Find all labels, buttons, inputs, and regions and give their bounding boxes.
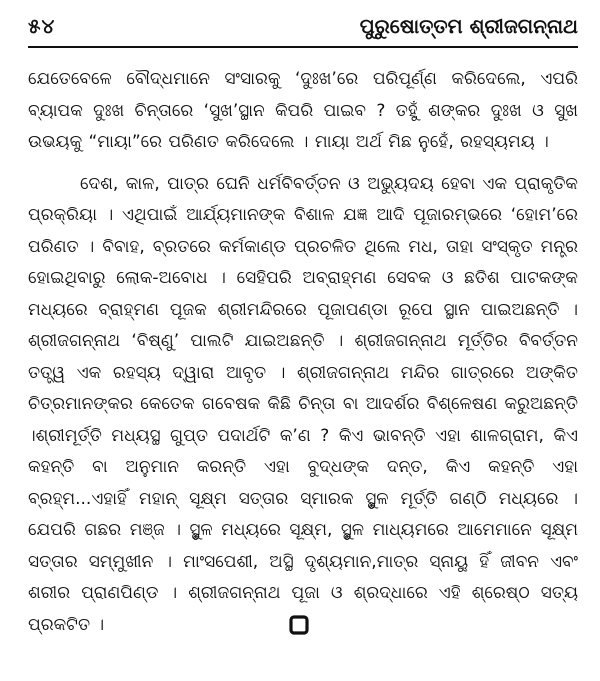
page-number: ୫୪: [28, 14, 56, 38]
paragraph-2: ଦେଶ, କାଳ, ପାତ୍ର ଘେନି ଧର୍ମବିବର୍ତ୍ତନ ଓ ଅଭ୍ୟୁଦୟ ହେବା ଏକ ପ୍ରାକୃତିକ ପ୍ରକ୍ରିୟା । ଏଥିପାଇଁ ଆର୍ଯ୍ୟମାନଙ୍କ ବିଶାଳ ଯଜ୍ଞ ଆଦି ପୂଜାରମ୍ଭରେ ‘ହୋମ’ରେ ପରିଣତ । ବିବାହ, ବ୍ରତରେ କର୍ମକାଣ୍ଡ ପ୍ରଚଳିତ ଥିଲେ ମଧ, ତାହା ସଂସ୍କୃତ ମନ୍ତ୍ର ହୋଇଥିବାରୁ ଲୋକ-ଅବୋଧ । ସେହିପରି ଅବ୍ରାହ୍ମଣ ସେବକ ଓ ଛତିଶ ପାଟକଙ୍କ ମଧ୍ୟରେ ବ୍ରାହ୍ମଣ ପୂଜକ ଶ୍ରୀମନ୍ଦିରରେ ପୂଜାପଣ୍ଡା ରୂପେ ସ୍ଥାନ ପାଇଅଛନ୍ତି । ଶ୍ରୀଜଗନ୍ନାଥ ‘ବିଷ୍ଣୁ’ ପାଲଟି ଯାଇଅଛନ୍ତି । ଶ୍ରୀଜଗନ୍ନାଥ ମୂର୍ତ୍ତିର ବିବର୍ତ୍ତନ ତତ୍ତ୍ୱ ଏକ ରହସ୍ୟ ଦ୍ୱାରା ଆବୃତ । ଶ୍ରୀଜଗନ୍ନାଥ ମନ୍ଦିର ଗାତ୍ରରେ ଅଙ୍କିତ ଚିତ୍ରମାନଙ୍କର କେତେକ ଗବେଷକ କିଛି ଚିନ୍ତା ବା ଆଦର୍ଶର ବିଶ୍ଳେଷଣ କରୁଅଛନ୍ତି ।ଶ୍ରୀମୂର୍ତ୍ତି ମଧ୍ୟସ୍ଥ ଗୁପ୍ତ ପଦାର୍ଥଟି କ’ଣ ? କିଏ ଭାବନ୍ତି ଏହା ଶାଳଗ୍ରାମ, କିଏ କହନ୍ତି ବା ଅନୁମାନ କରନ୍ତି ଏହା ବୁଦ୍ଧଙ୍କ ଦନ୍ତ, କିଏ କହନ୍ତି ଏହା ବ୍ରହ୍ମ...ଏହାହିଁ ମହାନ୍ ସୂକ୍ଷ୍ମ ସତ୍ତାର ସ୍ମାରକ ସ୍ଥୁଳ ମୂର୍ତ୍ତି ଗଣ୍ଠି ମଧ୍ୟରେ । ଯେପରି ଗଛର ମଞ୍ଜ । ସ୍ଥୁଳ ମଧ୍ୟରେ ସୂକ୍ଷ୍ମ, ସ୍ଥୁଳ ମାଧ୍ୟମରେ ଆମେମାନେ ସୂକ୍ଷ୍ମ ସତ୍ତାର ସମ୍ମୁଖୀନ । ମାଂସପେଶୀ, ଅସ୍ଥି ଦୃଶ୍ୟମାନ,ମାତ୍ର ସ୍ନାୟୁ ହିଁ ଜୀବନ ଏବଂ ଶରୀର ପ୍ରାଣପିଣ୍ଡ । ଶ୍ରୀଜଗନ୍ନାଥ ପୂଜା ଓ ଶ୍ରଦ୍ଧାରେ ଏହି ଶ୍ରେଷ୍ଠ ସତ୍ୟ ପ୍ରକଟିତ ।: [28, 173, 578, 635]
page-header: [28, 10, 578, 48]
paragraph-1: ଯେତେବେଳେ ବୌଦ୍ଧମାନେ ସଂସାରକୁ ‘ଦୁଃଖ’ରେ ପରିପୂର୍ଣ୍ଣ କରିଦେଲେ, ଏପରି ବ୍ୟାପକ ଦୁଃଖ ଚିନ୍ତାରେ ‘ସୁଖ’ସ୍ଥାନ କିପରି ପାଇବ ? ତହୁଁ ଶଙ୍କର ଦୁଃଖ ଓ ସୁଖ ଉଭୟକୁ “ମାୟା”ରେ ପରିଣତ କରିଦେଲେ । ମାୟା ଅର୍ଥ ମିଛ ନୁହେଁ, ରହସ୍ୟମୟ ।: [28, 69, 578, 152]
hollow-square-icon: [288, 614, 310, 636]
running-title: ପୁରୁଷୋତ୍ତମ ଶ୍ରୀଜଗନ୍ନାଥ: [359, 14, 578, 38]
body-text: [28, 64, 578, 641]
